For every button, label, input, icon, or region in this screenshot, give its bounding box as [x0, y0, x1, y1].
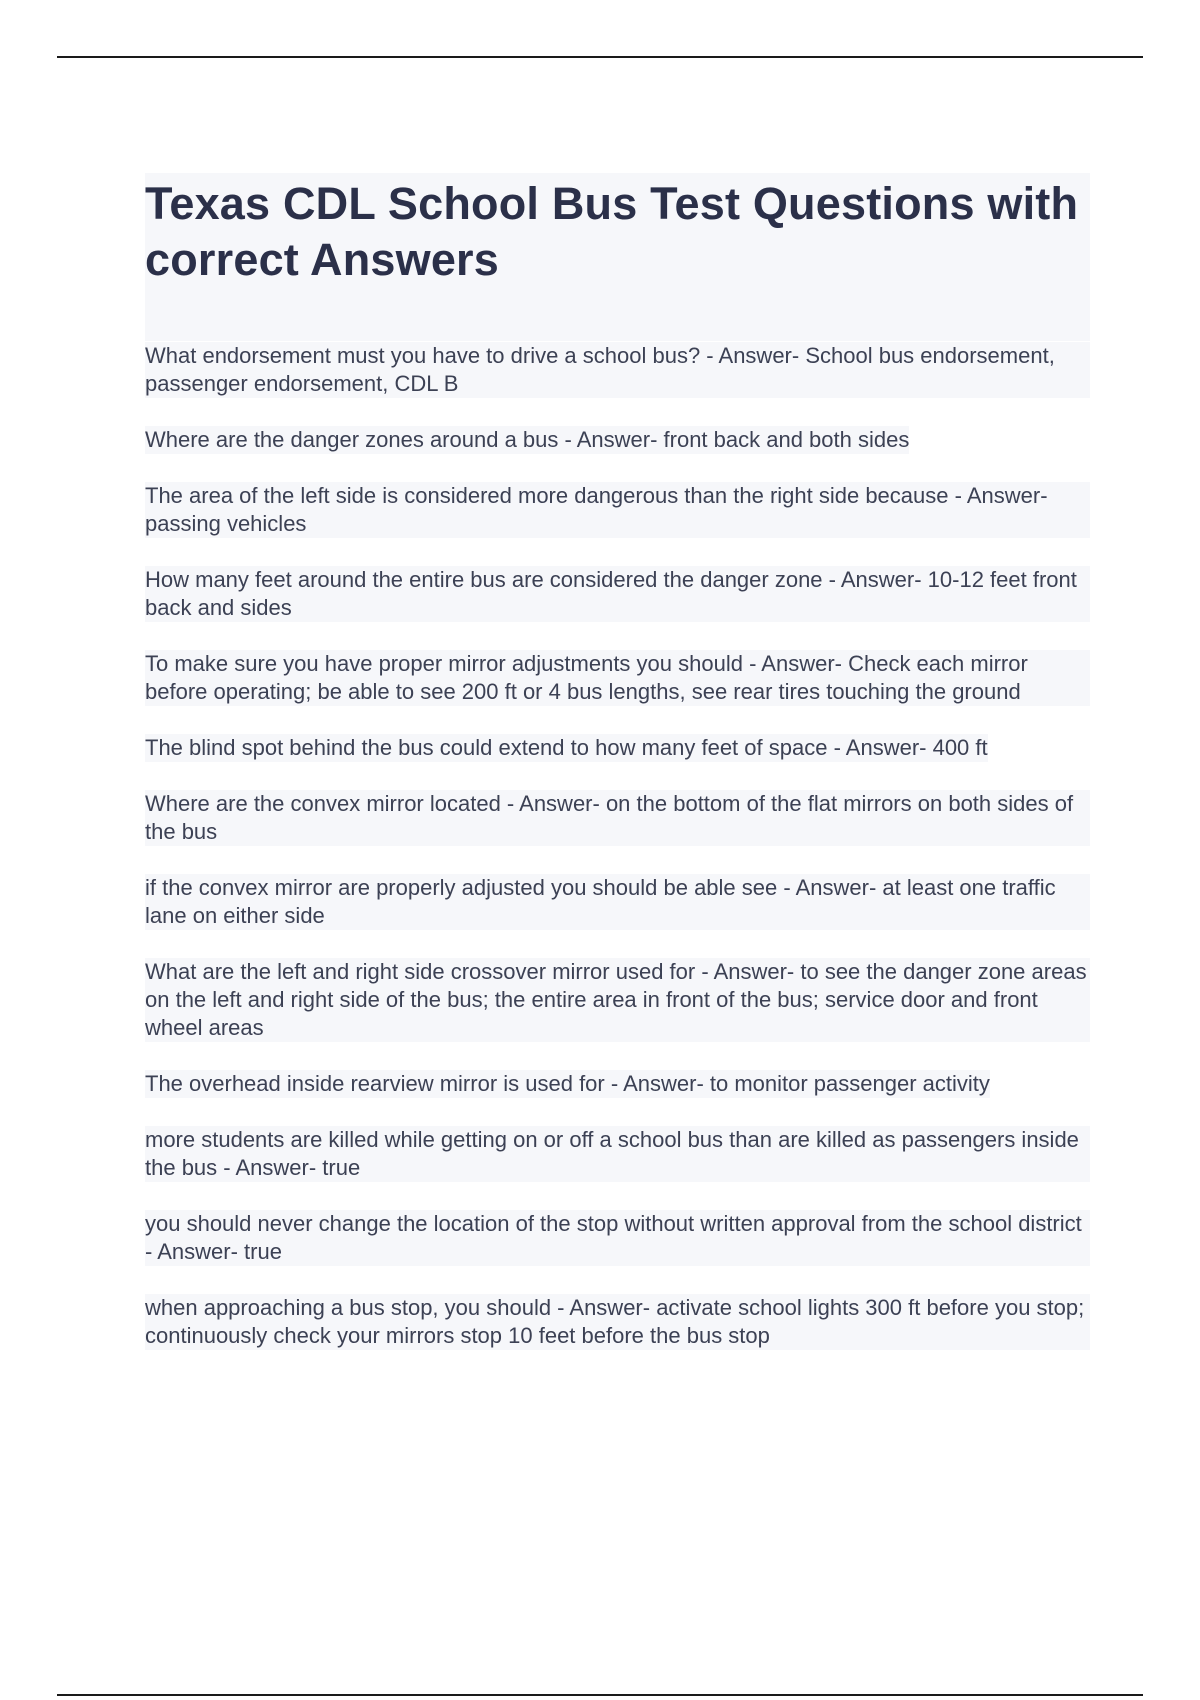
- qa-list: [145, 342, 1090, 1350]
- qa-item: Where are the danger zones around a bus - Answer- front back and both sides: [145, 427, 910, 452]
- document-title: Texas CDL School Bus Test Questions with correct Answers: [145, 178, 1079, 285]
- qa-item: if the convex mirror are properly adjusted you should be able see - Answer- at least one traffic lane on either side: [145, 874, 1090, 930]
- qa-item: The overhead inside rearview mirror is used for - Answer- to monitor passenger activity: [145, 1071, 990, 1096]
- qa-item: more students are killed while getting on or off a school bus than are killed as passengers inside the bus - Answer- true: [145, 1126, 1090, 1182]
- document-body: [145, 173, 1090, 1378]
- qa-item: How many feet around the entire bus are considered the danger zone - Answer- 10-12 feet front back and sides: [145, 566, 1090, 622]
- qa-item: The area of the left side is considered more dangerous than the right side because - Answer- passing vehicles: [145, 482, 1090, 538]
- qa-item: The blind spot behind the bus could extend to how many feet of space - Answer- 400 ft: [145, 735, 988, 760]
- footer-rule: [57, 1694, 1143, 1696]
- title-block: [145, 173, 1090, 341]
- qa-item: What endorsement must you have to drive a school bus? - Answer- School bus endorsement, passenger endorsement, CDL B: [145, 342, 1090, 398]
- qa-item: To make sure you have proper mirror adjustments you should - Answer- Check each mirror before operating; be able to see 200 ft or 4 bus lengths, see rear tires touching the ground: [145, 650, 1090, 706]
- qa-item: you should never change the location of the stop without written approval from the school district - Answer- true: [145, 1210, 1090, 1266]
- qa-item: when approaching a bus stop, you should - Answer- activate school lights 300 ft before you stop; continuously check your mirrors stop 10 feet before the bus stop: [145, 1294, 1090, 1350]
- qa-item: Where are the convex mirror located - Answer- on the bottom of the flat mirrors on both sides of the bus: [145, 790, 1090, 846]
- qa-item: What are the left and right side crossover mirror used for - Answer- to see the danger zone areas on the left and right side of the bus; the entire area in front of the bus; service door and front wheel areas: [145, 958, 1090, 1042]
- header-rule: [57, 56, 1143, 58]
